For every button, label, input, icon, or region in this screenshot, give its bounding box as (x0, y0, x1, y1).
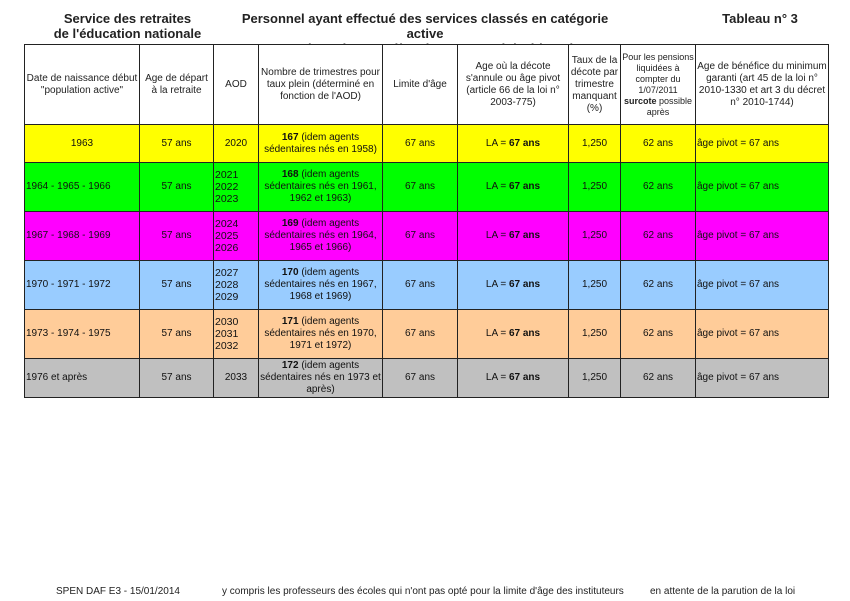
pivot-age: 67 ans (508, 137, 541, 149)
pivot-prefix: LA = (485, 328, 509, 339)
trimestres-count: 172 (281, 360, 299, 371)
cell-depart: 57 ans (140, 310, 214, 359)
cell-depart: 57 ans (140, 212, 214, 261)
table-number: Tableau n° 3 (722, 11, 798, 26)
cell-trimestres (259, 310, 383, 359)
pivot-prefix: LA = (485, 372, 509, 383)
cell-pivot (458, 163, 569, 212)
col-header-surcote (621, 45, 696, 125)
cell-aod (214, 310, 259, 359)
cell-surcote: 62 ans (621, 261, 696, 310)
cell-minimum: âge pivot = 67 ans (696, 212, 829, 261)
cell-limite: 67 ans (383, 163, 458, 212)
table-row (25, 125, 829, 163)
cell-birth: 1963 (25, 125, 140, 163)
col-header-trimestres: Nombre de trimestres pour taux plein (déterminé en fonction de l'AOD) (259, 45, 383, 125)
cell-birth: 1973 - 1974 - 1975 (25, 310, 140, 359)
document-title-line1: Personnel ayant effectué des services classés en catégorie active (241, 11, 609, 41)
trimestres-count: 170 (281, 267, 299, 278)
table-row (25, 359, 829, 398)
trimestres-note: (idem agents sédentaires nés en 1958) (264, 131, 377, 155)
cell-depart: 57 ans (140, 359, 214, 398)
cell-depart: 57 ans (140, 125, 214, 163)
cell-birth: 1967 - 1968 - 1969 (25, 212, 140, 261)
aod-year: 2030 (215, 316, 239, 328)
cell-pivot (458, 359, 569, 398)
cell-pivot (458, 125, 569, 163)
trimestres-note: (idem agents sédentaires nés en 1970, 1971 et 1972) (264, 316, 377, 351)
table-row (25, 163, 829, 212)
cell-limite: 67 ans (383, 310, 458, 359)
table-row (25, 212, 829, 261)
surcote-header-bold: surcote (623, 95, 657, 106)
aod-year: 2028 (215, 279, 239, 291)
table-row (25, 310, 829, 359)
cell-trimestres (259, 359, 383, 398)
cell-minimum: âge pivot = 67 ans (696, 163, 829, 212)
col-header-birth: Date de naissance début "population active" (25, 45, 140, 125)
cell-surcote: 62 ans (621, 310, 696, 359)
aod-year: 2022 (215, 181, 239, 193)
aod-year: 2021 (215, 169, 239, 181)
cell-taux: 1,250 (569, 163, 621, 212)
cell-depart: 57 ans (140, 261, 214, 310)
trimestres-count: 168 (281, 169, 299, 180)
cell-surcote: 62 ans (621, 212, 696, 261)
cell-birth: 1964 - 1965 - 1966 (25, 163, 140, 212)
table-row (25, 261, 829, 310)
cell-trimestres (259, 163, 383, 212)
cell-taux: 1,250 (569, 261, 621, 310)
cell-surcote: 62 ans (621, 359, 696, 398)
cell-limite: 67 ans (383, 125, 458, 163)
service-title (40, 11, 215, 41)
col-header-minimum: Age de bénéfice du minimum garanti (art 45 de la loi n° 2010-1330 et art 3 du décret n° 2010-1744) (696, 45, 829, 125)
pivot-age: 67 ans (508, 181, 541, 192)
trimestres-count: 169 (281, 218, 299, 229)
aod-year: 2024 (215, 218, 239, 230)
pivot-age: 67 ans (508, 372, 541, 383)
cell-pivot (458, 212, 569, 261)
cell-aod (214, 359, 259, 398)
service-title-line1: Service des retraites (63, 11, 192, 26)
cell-minimum: âge pivot = 67 ans (696, 261, 829, 310)
service-title-line2: de l'éducation nationale (53, 26, 202, 41)
col-header-depart: Age de départ à la retraite (140, 45, 214, 125)
cell-birth: 1976 et après (25, 359, 140, 398)
cell-limite: 67 ans (383, 212, 458, 261)
col-header-pivot: Age où la décote s'annule ou âge pivot (article 66 de la loi n° 2003-775) (458, 45, 569, 125)
cell-pivot (458, 310, 569, 359)
cell-depart: 57 ans (140, 163, 214, 212)
aod-year: 2033 (224, 372, 248, 383)
cell-limite: 67 ans (383, 359, 458, 398)
trimestres-note: (idem agents sédentaires nés en 1964, 1965 et 1966) (264, 218, 377, 253)
cell-taux: 1,250 (569, 310, 621, 359)
cell-taux: 1,250 (569, 212, 621, 261)
cell-aod (214, 261, 259, 310)
col-header-taux: Taux de la décote par trimestre manquant (%) (569, 45, 621, 125)
pivot-prefix: LA = (485, 181, 509, 192)
pivot-prefix: LA = (485, 230, 509, 241)
cell-birth: 1970 - 1971 - 1972 (25, 261, 140, 310)
cell-trimestres (259, 212, 383, 261)
aod-year: 2023 (215, 193, 239, 205)
aod-year: 2025 (215, 230, 239, 242)
surcote-header-pre: Pour les pensions liquidées à compter du 1/07/2011 (622, 51, 694, 95)
surcote-header-post: possible après (646, 95, 693, 117)
trimestres-count: 167 (281, 131, 299, 143)
trimestres-count: 171 (281, 316, 299, 327)
pivot-age: 67 ans (508, 328, 541, 339)
cell-pivot (458, 261, 569, 310)
cell-aod (214, 125, 259, 163)
cell-minimum: âge pivot = 67 ans (696, 125, 829, 163)
pivot-prefix: LA = (485, 279, 509, 290)
trimestres-note: (idem agents sédentaires nés en 1961, 1962 et 1963) (264, 169, 377, 204)
trimestres-note: (idem agents sédentaires nés en 1973 et après) (260, 360, 381, 395)
cell-surcote: 62 ans (621, 125, 696, 163)
retirement-table (24, 44, 829, 398)
cell-taux: 1,250 (569, 359, 621, 398)
aod-year: 2029 (215, 291, 239, 303)
footer-note: y compris les professeurs des écoles qui n'ont pas opté pour la limite d'âge des instituteurs (222, 586, 624, 597)
aod-year: 2020 (224, 137, 248, 149)
cell-surcote: 62 ans (621, 163, 696, 212)
cell-trimestres (259, 261, 383, 310)
pivot-age: 67 ans (508, 279, 541, 290)
aod-year: 2026 (215, 242, 239, 254)
aod-year: 2027 (215, 267, 239, 279)
cell-trimestres (259, 125, 383, 163)
cell-minimum: âge pivot = 67 ans (696, 310, 829, 359)
cell-minimum: âge pivot = 67 ans (696, 359, 829, 398)
col-header-limite: Limite d'âge (383, 45, 458, 125)
cell-aod (214, 163, 259, 212)
aod-year: 2031 (215, 328, 239, 340)
trimestres-note: (idem agents sédentaires nés en 1967, 1968 et 1969) (264, 267, 377, 302)
cell-limite: 67 ans (383, 261, 458, 310)
pivot-prefix: LA = (485, 137, 509, 149)
aod-year: 2032 (215, 340, 239, 352)
header-row (25, 45, 829, 125)
cell-taux: 1,250 (569, 125, 621, 163)
pivot-age: 67 ans (508, 230, 541, 241)
cell-aod (214, 212, 259, 261)
footer-pending: en attente de la parution de la loi (650, 586, 796, 597)
col-header-aod: AOD (214, 45, 259, 125)
footer-source: SPEN DAF E3 - 15/01/2014 (56, 586, 180, 597)
